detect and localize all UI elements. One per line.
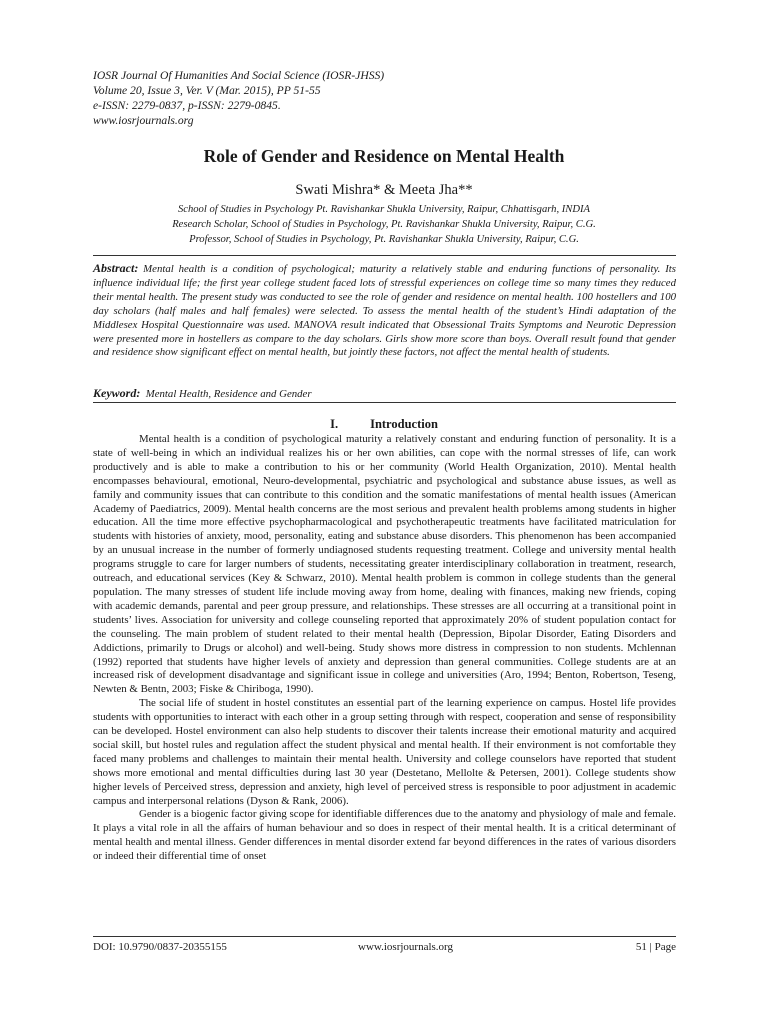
journal-issn: e-ISSN: 2279-0837, p-ISSN: 2279-0845. (93, 99, 281, 112)
journal-website: www.iosrjournals.org (93, 114, 194, 127)
keywords (93, 386, 676, 401)
abstract (93, 262, 676, 360)
paragraph: The social life of student in hostel constitutes an essential part of the learning experience on campus. Hostel life provides students with opportunities to interact with each other in a group setting through with respect, cooperation and sense of responsibility can be developed. Hostel environment can also help students to discover their talents increase their emotional maturity and acquired social skill, but hostel rules and regulation affect the student physical and mental health. If their environment is not comfortable they faced many problems and challenges to maintain their mental health. University and college counselors have reported that student shows more emotional and mental difficulties during last 30 year (Destetano, Mellolte & Petersen, 2001). College students show higher levels of Perceived stress, depression and anxiety, high level of perceived stress is responsible to poor adjustment in academic campus and interpersonal relations (Dyson & Rank, 2006). (93, 697, 676, 807)
abstract-label: Abstract: (93, 261, 139, 275)
page-footer (93, 941, 676, 955)
footer-website: www.iosrjournals.org (358, 941, 454, 953)
footer-rule (93, 936, 676, 937)
paragraph: Gender is a biogenic factor giving scope for identifiable differences due to the anatomy and physiology of male and female. It plays a vital role in all the affairs of human behaviour and so does in respect of their mental health. It is a critical determinant of mental health and mental illness. Gender differences in mental disorder extend far beyond differences in the rates of various disorders or indeed their differential time of onset (93, 808, 676, 863)
journal-header (93, 68, 673, 128)
section-heading (0, 417, 768, 432)
section-number: I. (330, 417, 339, 431)
keyword-text: Mental Health, Residence and Gender (145, 388, 312, 400)
paragraph: Mental health is a condition of psychological maturity a relatively constant and enduring function of personality. It is a state of well-being in which an individual realizes his or her own abilities, can cope with the normal stresses of life, can work productively and is able to make a contribution to his or her community (World Health Organization, 2010). Mental health encompasses behavioural, emotional, Neuro-developmental, psychiatric and psychological and substance abuse issues, as well as family and community issues that can contribute to this condition and the somatic manifestations of mental health issues (American Academy of Paediatrics, 2009). Mental health concerns are the most serious and prevalent health problems among students in higher education. All the time more effective psychopharmacological and psychotherapeutic treatments have facilitated matriculation for students with histories of anxiety, mood, personality, eating and substance abuse disorders. This phenomenon has been accompanied by an unusual increase in the number of formerly undiagnosed students requesting treatment. College and university mental health programs struggle to care for larger numbers of students, necessitating greater interdisciplinary collaboration in treatment, research, outreach, and educational services (Key & Schwarz, 2010). Mental health problem is common in college students than the general population. The many stresses of student life include moving away from home, dealing with finances, making new friends, coping with academic demands, parental and peer group pressure, and relationships. These stresses are all occurring at a transitional point in students’ lives. Association for university and college counseling reported that approximately 20% of student population contact for the counseling. The main problem of student related to their mental health (Depression, Bipolar Disorder, Eating Disorders and Addictions, primarily to Drugs or alcohol) and well-being. Study shows more distress in compression to non students. Mchlennan (1992) reported that students have higher levels of anxiety and depression than general communities. College students are at an increased risk of development disadvantage and significant issue in college and universities (Aro, 1994; Benton, Robertson, Teseng, Newten & Bentn, 2003; Fiske & Chiriboga, 1990). (93, 433, 676, 696)
body-text (93, 433, 676, 864)
paper-title: Role of Gender and Residence on Mental Health (203, 146, 565, 166)
journal-volume: Volume 20, Issue 3, Ver. V (Mar. 2015), PP 51-55 (93, 84, 321, 97)
page-number: 51 | Page (635, 941, 676, 953)
affiliations (0, 202, 768, 247)
section-title: Introduction (370, 417, 438, 431)
author-list: Swati Mishra* & Meeta Jha** (295, 182, 473, 198)
abstract-text: Mental health is a condition of psychological; maturity a relatively stable and enduring functions of personality. Its influence individual life; the first year college student faced lots of stressful experiences on college time so many times they reduced their mental health. The present study was conducted to see the role of gender and residence on mental health. 100 hostellers and 100 day scholars (half males and half females) were selected. To assess the mental health of the student’s Hindi adaptation of the Middlesex Hospital Questionnaire was used. MANOVA result indicated that Obsessional Traits Symptoms and Neurotic Depression were presented more in hostellers as compare to the day scholars. Girls show more score than boys. Overall result found that gender and residence show significant effect on mental health, but jointly these factors, not affect the mental health of students. (93, 263, 676, 359)
affiliation-line: Professor, School of Studies in Psychology, Pt. Ravishankar Shukla University, Raipur, C.G. (189, 234, 579, 245)
keyword-label: Keyword: (93, 386, 141, 400)
abstract-top-rule (93, 255, 676, 256)
footer-doi: DOI: 10.9790/0837-20355155 (93, 941, 227, 953)
affiliation-line: Research Scholar, School of Studies in Psychology, Pt. Ravishankar Shukla University, Raipur, C.G. (172, 219, 596, 230)
affiliation-line: School of Studies in Psychology Pt. Ravishankar Shukla University, Raipur, Chhattisgarh, INDIA (177, 204, 591, 215)
journal-name: IOSR Journal Of Humanities And Social Science (IOSR-JHSS) (93, 69, 385, 82)
abstract-bottom-rule (93, 402, 676, 403)
